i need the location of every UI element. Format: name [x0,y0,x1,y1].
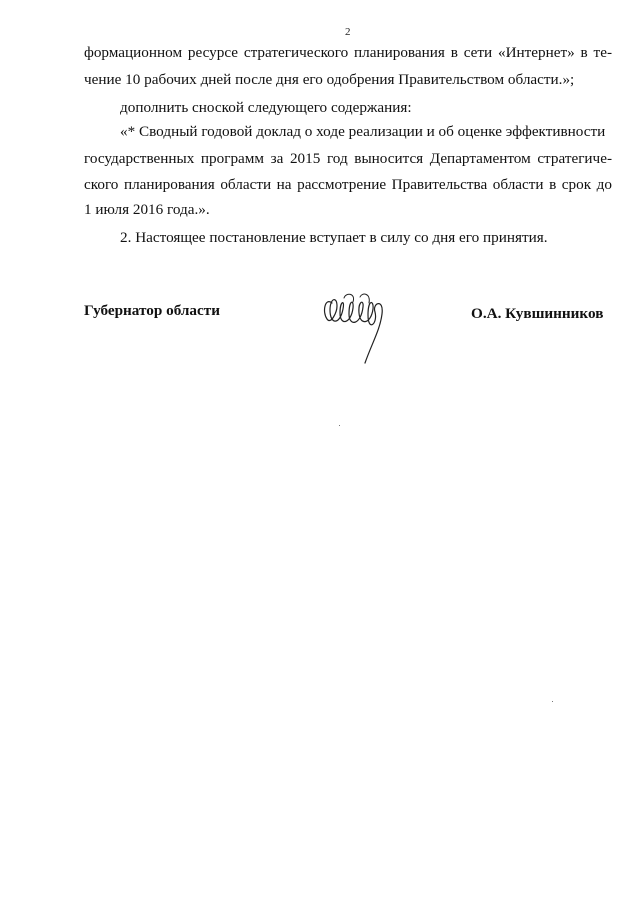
body-line-3: дополнить сноской следующего содержания: [120,99,412,116]
body-line-7: 1 июля 2016 года.». [84,201,210,218]
page-number: 2 [345,26,351,38]
body-line-6: ского планирования области на рассмотрение Правительства области в срок до [84,176,612,193]
body-line-1: формационном ресурсе стратегического планирования в сети «Интернет» в те- [84,44,612,61]
body-line-8: 2. Настоящее постановление вступает в силу со дня его принятия. [120,229,548,246]
body-line-5: государственных программ за 2015 год выносится Департаментом стратегиче- [84,150,612,167]
signatory-name: О.А. Кувшинников [471,305,604,322]
signatory-title: Губернатор области [84,302,220,319]
scan-dot [339,425,340,426]
body-line-4: «* Сводный годовой доклад о ходе реализации и об оценке эффективности [120,123,606,140]
body-line-2: чение 10 рабочих дней после дня его одобрения Правительством области.»; [84,71,575,88]
handwritten-signature [318,286,394,366]
scan-dot [552,701,553,702]
